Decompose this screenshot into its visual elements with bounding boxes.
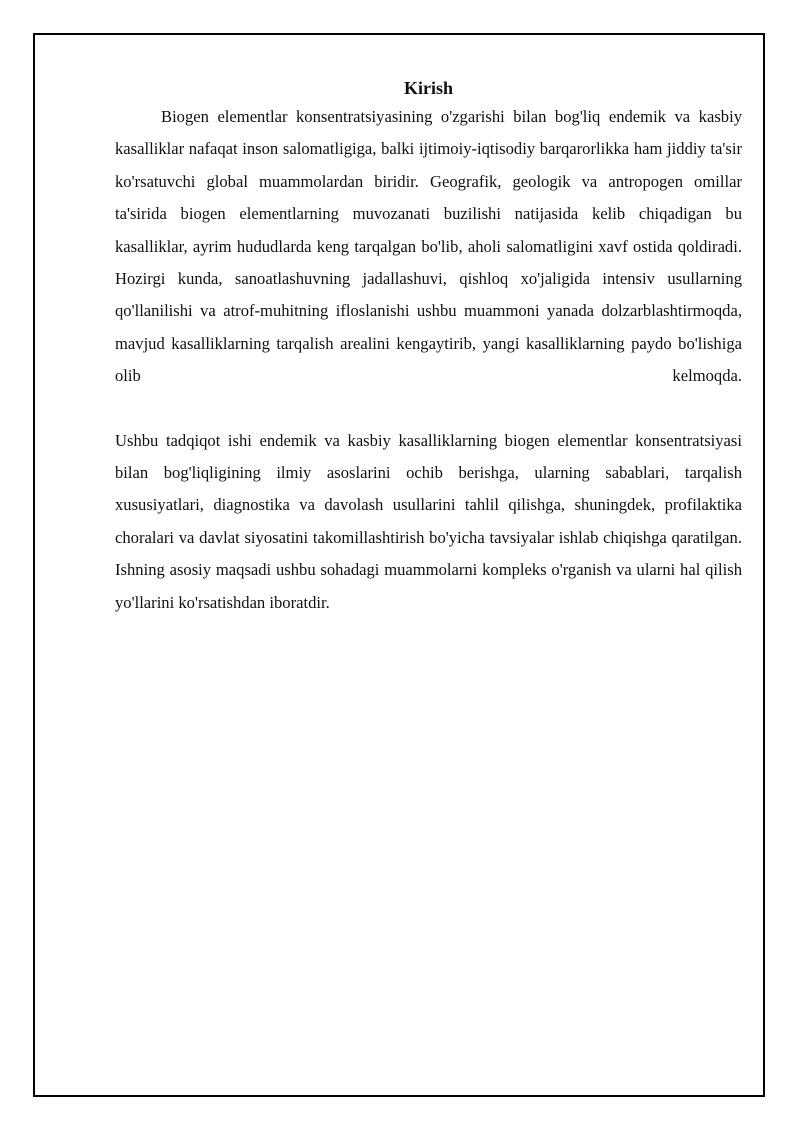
- paragraph-research-aim: Ushbu tadqiqot ishi endemik va kasbiy kasalliklarning biogen elementlar konsentratsiyasi bilan bog'liqligining ilmiy asoslarini ochib berishga, ularning sabablari, tarqalish xususiyatlari, diagnostika va davolash usullarini tahlil qilishga, shuningdek, profilaktika choralari va davlat siyosatini takomillashtirish bo'yicha tavsiyalar ishlab chiqishga qaratilgan. Ishning asosiy maqsadi ushbu sohadagi muammolarni kompleks o'rganish va ularni hal qilish yo'llarini ko'rsatishdan iboratdir.: [115, 430, 742, 612]
- document-title: Kirish: [403, 78, 453, 98]
- paragraph-introduction: Biogen elementlar konsentratsiyasining o'zgarishi bilan bog'liq endemik va kasbiy kasalliklar nafaqat inson salomatligiga, balki ijtimoiy-iqtisodiy barqarorlikka ham jiddiy ta'sir ko'rsatuvchi global muammolardan biridir. Geografik, geologik va antropogen omillar ta'sirida biogen elementlarning muvozanati buzilishi natijasida kelib chiqadigan bu kasalliklar, ayrim hududlarda keng tarqalgan bo'lib, aholi salomatligini xavf ostida qoldiradi. Hozirgi kunda, sanoatlashuvning jadallashuvi, qishloq xo'jaligida intensiv usullarning qo'llanilishi va atrof-muhitning ifloslanishi ushbu muammoni yanada dolzarblashtirmoqda, mavjud kasalliklarning tarqalish arealini kengaytirib, yangi kasalliklarning paydo bo'lishiga olib kelmoqda.: [115, 107, 742, 386]
- document-body: [115, 76, 742, 619]
